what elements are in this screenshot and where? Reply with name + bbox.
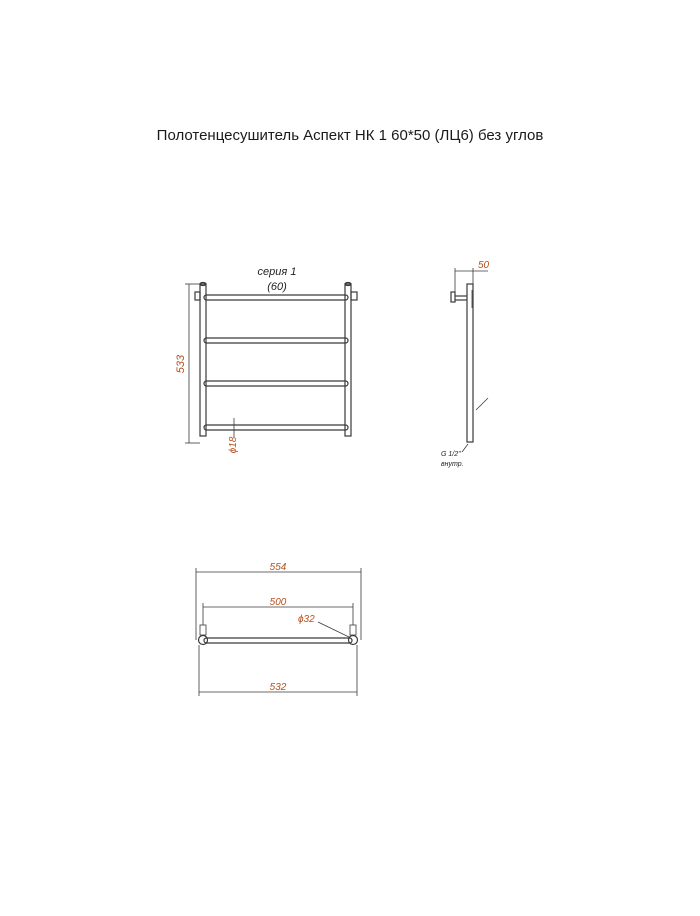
side-view <box>451 284 473 442</box>
right-wall-bracket <box>350 625 356 635</box>
pipe-diameter-label: ϕ18 <box>228 436 239 454</box>
overall-width-label: 554 <box>269 562 287 573</box>
top-rail <box>204 638 352 643</box>
left-wall-bracket <box>200 625 206 635</box>
thread-label: G 1/2" <box>441 451 461 458</box>
left-post <box>200 284 206 436</box>
mount-dia-leader <box>318 622 349 637</box>
front-dimensions <box>185 284 238 443</box>
right-connector <box>351 292 357 300</box>
top-dimensions <box>196 568 361 696</box>
depth-dimension-label: 50 <box>478 260 490 271</box>
bottom-width-label: 532 <box>269 682 287 693</box>
rung <box>204 425 348 430</box>
drawing-title: Полотенцесушитель Аспект НК 1 60*50 (ЛЦ6) без углов <box>156 127 544 144</box>
center-distance-label: 500 <box>269 597 287 608</box>
rungs <box>204 295 348 430</box>
series-label: серия 1 <box>257 266 297 278</box>
mount-diameter-label: ϕ32 <box>298 614 315 625</box>
left-mount-circle <box>199 636 208 645</box>
thread-leader <box>462 444 468 452</box>
front-view <box>195 283 357 437</box>
rung <box>204 295 348 300</box>
series-code: (60) <box>267 281 287 293</box>
rung <box>204 338 348 343</box>
height-dimension-label: 533 <box>175 354 187 374</box>
left-connector <box>195 292 200 300</box>
thread-sub-label: внутр. <box>441 461 464 468</box>
rung <box>204 381 348 386</box>
side-wall-flange <box>451 292 455 302</box>
top-view <box>199 625 358 645</box>
thread-leader-top <box>476 398 488 410</box>
right-mount-circle <box>349 636 358 645</box>
right-post <box>345 284 351 436</box>
